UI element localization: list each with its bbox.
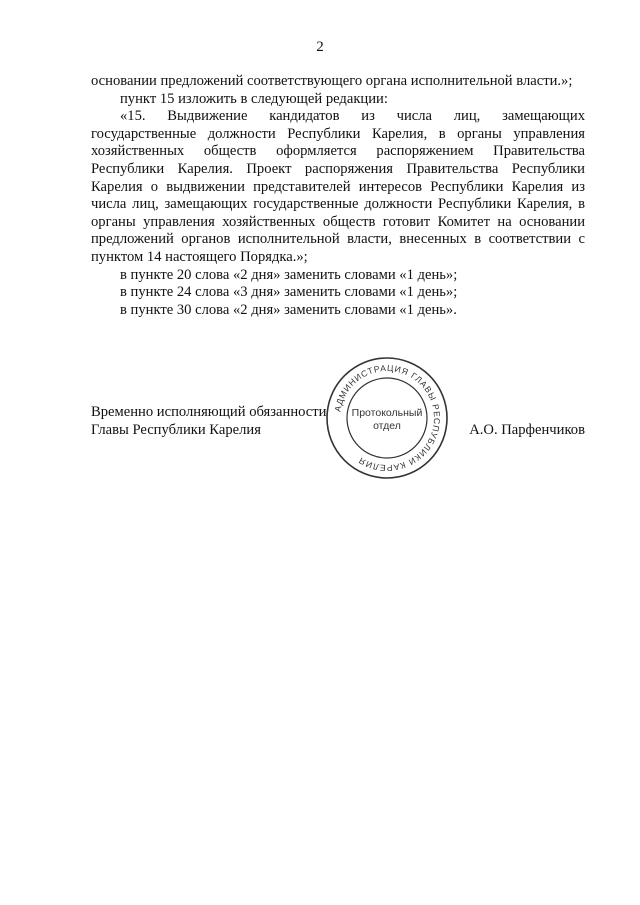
paragraph: в пункте 24 слова «3 дня» заменить словами «1 день»;: [120, 284, 458, 301]
paragraph: основании предложений соответствующего органа исполнительной власти.»;: [91, 73, 573, 89]
stamp-ring-text: АДМИНИСТРАЦИЯ ГЛАВЫ РЕСПУБЛИКИ КАРЕЛИЯ: [332, 362, 443, 474]
signatory-position: [91, 403, 326, 439]
page-number: 2: [316, 39, 324, 55]
document-body: [91, 73, 585, 319]
signature-block: [91, 403, 585, 443]
paragraph: в пункте 30 слова «2 дня» заменить словами «1 день».: [120, 301, 457, 318]
paragraph: пункт 15 изложить в следующей редакции:: [120, 90, 388, 107]
signatory-position-line: Главы Республики Карелия: [91, 422, 261, 438]
stamp-center-line2: отдел: [373, 420, 401, 432]
paragraph: в пункте 20 слова «2 дня» заменить словами «1 день»;: [120, 266, 458, 283]
signatory-name: А.О. Парфенчиков: [469, 422, 585, 438]
stamp-center-line1: Протокольный: [351, 407, 423, 419]
paragraph: «15. Выдвижение кандидатов из числа лиц, замещающих государственные должности Республики Карелия, в органы управления хозяйственных обществ оформляется распоряжением Правительства Республики Карелия. Проект распоряжения Правительства Республики Карелия о выдвижении представителей интересов Республики Карелия из числа лиц, замещающих государственные должности Республики Карелия, в органы управления хозяйственных обществ готовит Комитет на основании предложений органов исполнительной власти, внесенных в соответствии с пунктом 14 настоящего Порядка.»;: [91, 108, 585, 265]
signatory-position-line: Временно исполняющий обязанности: [91, 404, 327, 420]
